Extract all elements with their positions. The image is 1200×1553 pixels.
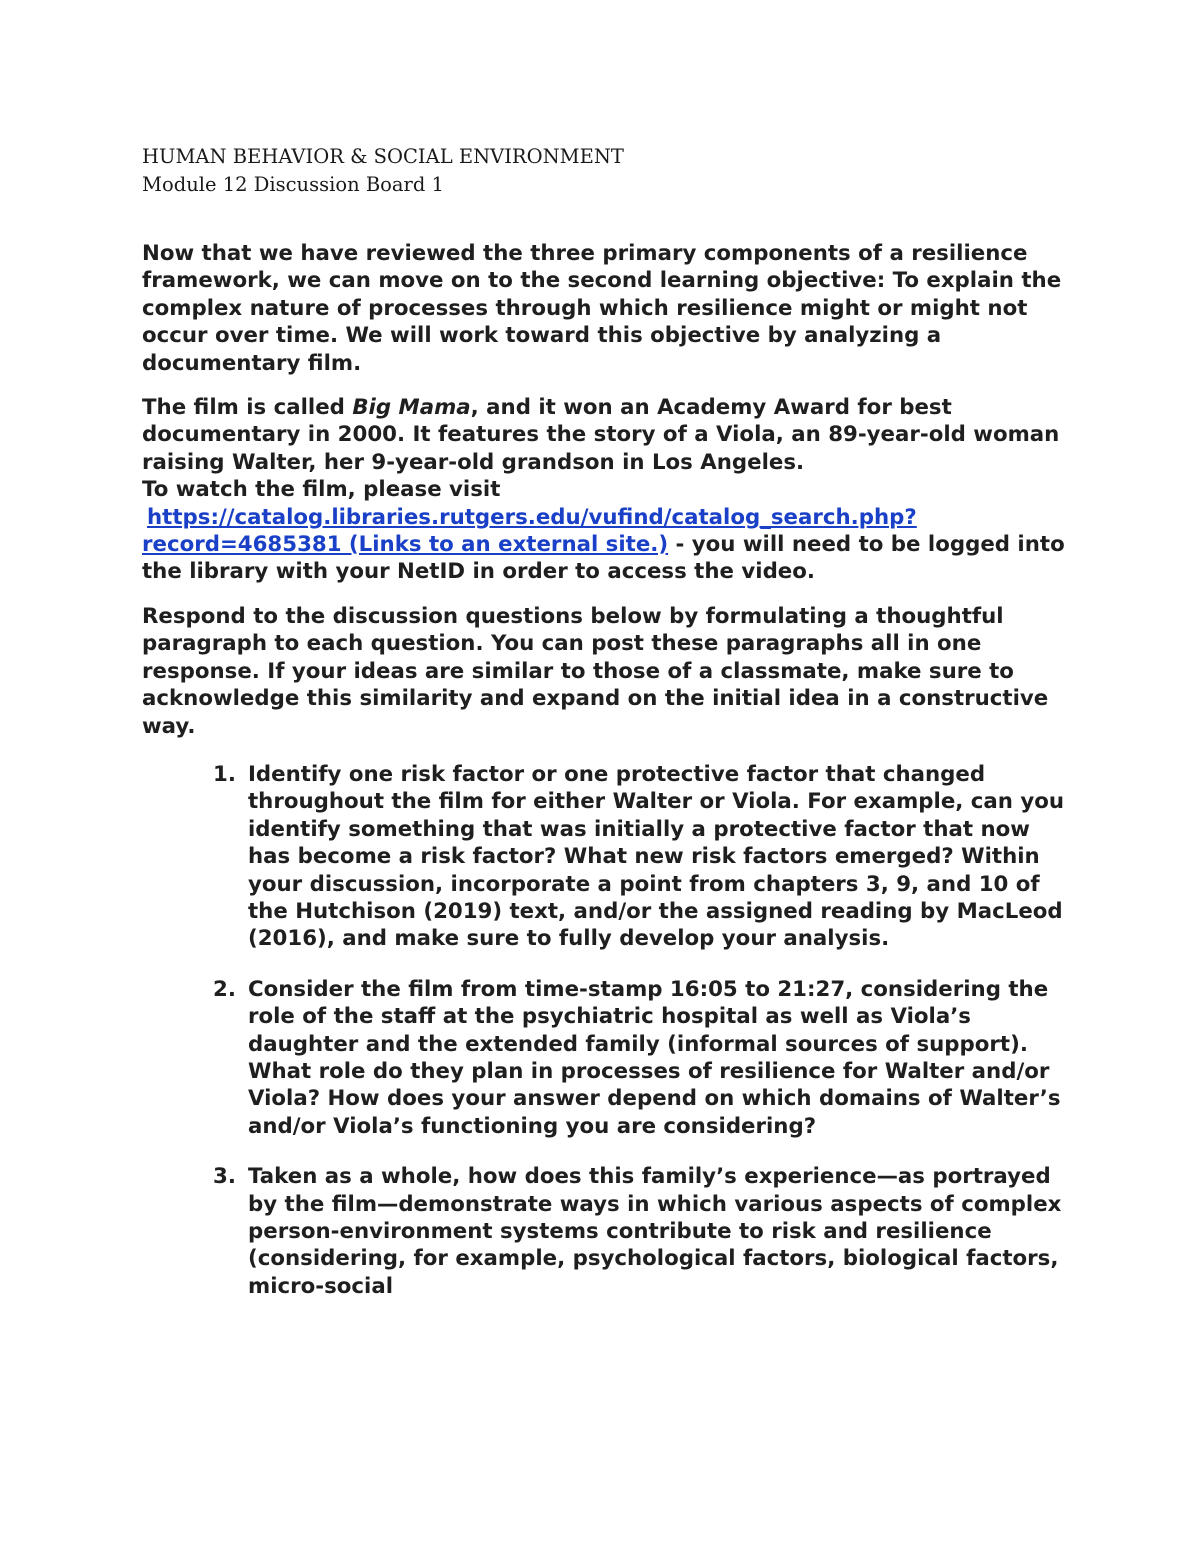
watch-prompt: To watch the film, please visit bbox=[142, 477, 501, 503]
question-item-1 bbox=[142, 761, 1077, 953]
course-title: HUMAN BEHAVIOR & SOCIAL ENVIRONMENT bbox=[142, 145, 624, 168]
document-body bbox=[142, 240, 1077, 1323]
film-link-record[interactable]: record=4685381 (Links to an external site.) bbox=[142, 532, 669, 558]
film-paragraph bbox=[142, 394, 1077, 586]
film-description: , and it won an Academy Award for best documentary in 2000. It features the story of a Viola, an 89-year-old woman raising Walter, her 9-year-old grandson in Los Angeles. bbox=[142, 395, 1060, 475]
film-link-line-1[interactable] bbox=[142, 504, 917, 531]
access-note: - you will need to be logged into the library with your NetID in order to access the video. bbox=[142, 532, 1065, 585]
document-header bbox=[142, 143, 624, 199]
question-item-3 bbox=[142, 1163, 1077, 1300]
question-text: Consider the film from time-stamp 16:05 to 21:27, considering the role of the staff at the psychiatric hospital as well as Viola’s daughter and the extended family (informal sources of support). What role do they plan in processes of resilience for Walter and/or Viola? How does your answer depend on which domains of Walter’s and/or Viola’s functioning you are considering? bbox=[248, 976, 1061, 1139]
intro-paragraph: Now that we have reviewed the three primary components of a resilience framework, we can move on to the second learning objective: To explain the complex nature of processes through which resilience might or might not occur over time. We will work toward this objective by analyzing a documentary film. bbox=[142, 241, 1062, 376]
question-list bbox=[142, 761, 1077, 1300]
question-text: Identify one risk factor or one protective factor that changed throughout the film for either Walter or Viola. For example, can you identify something that was initially a protective factor that now has become a risk factor? What new risk factors emerged? Within your discussion, incorporate a point from chapters 3, 9, and 10 of the Hutchison (2019) text, and/or the assigned reading by MacLeod (2016), and make sure to fully develop your analysis. bbox=[248, 761, 1065, 952]
instructions-paragraph: Respond to the discussion questions below by formulating a thoughtful paragraph to each question. You can post these paragraphs all in one response. If your ideas are similar to those of a classmate, make sure to acknowledge this similarity and expand on the initial idea in a constructive way. bbox=[142, 603, 1049, 739]
film-link-url[interactable]: https://catalog.libraries.rutgers.edu/vufind/catalog_search.php? bbox=[147, 504, 917, 530]
film-prefix: The film is called bbox=[142, 395, 353, 421]
question-number: 2. bbox=[213, 976, 236, 1002]
question-number: 3. bbox=[213, 1164, 236, 1190]
module-title: Module 12 Discussion Board 1 bbox=[142, 173, 444, 196]
film-title: Big Mama bbox=[352, 395, 471, 421]
question-text: Taken as a whole, how does this family’s experience—as portrayed by the film—demonstrate ways in which various aspects of complex person-environment systems contribute to risk and resilience (considering, for example, psychological factors, biological factors, micro-social bbox=[248, 1164, 1062, 1299]
question-item-2 bbox=[142, 976, 1077, 1140]
question-number: 1. bbox=[213, 761, 236, 787]
